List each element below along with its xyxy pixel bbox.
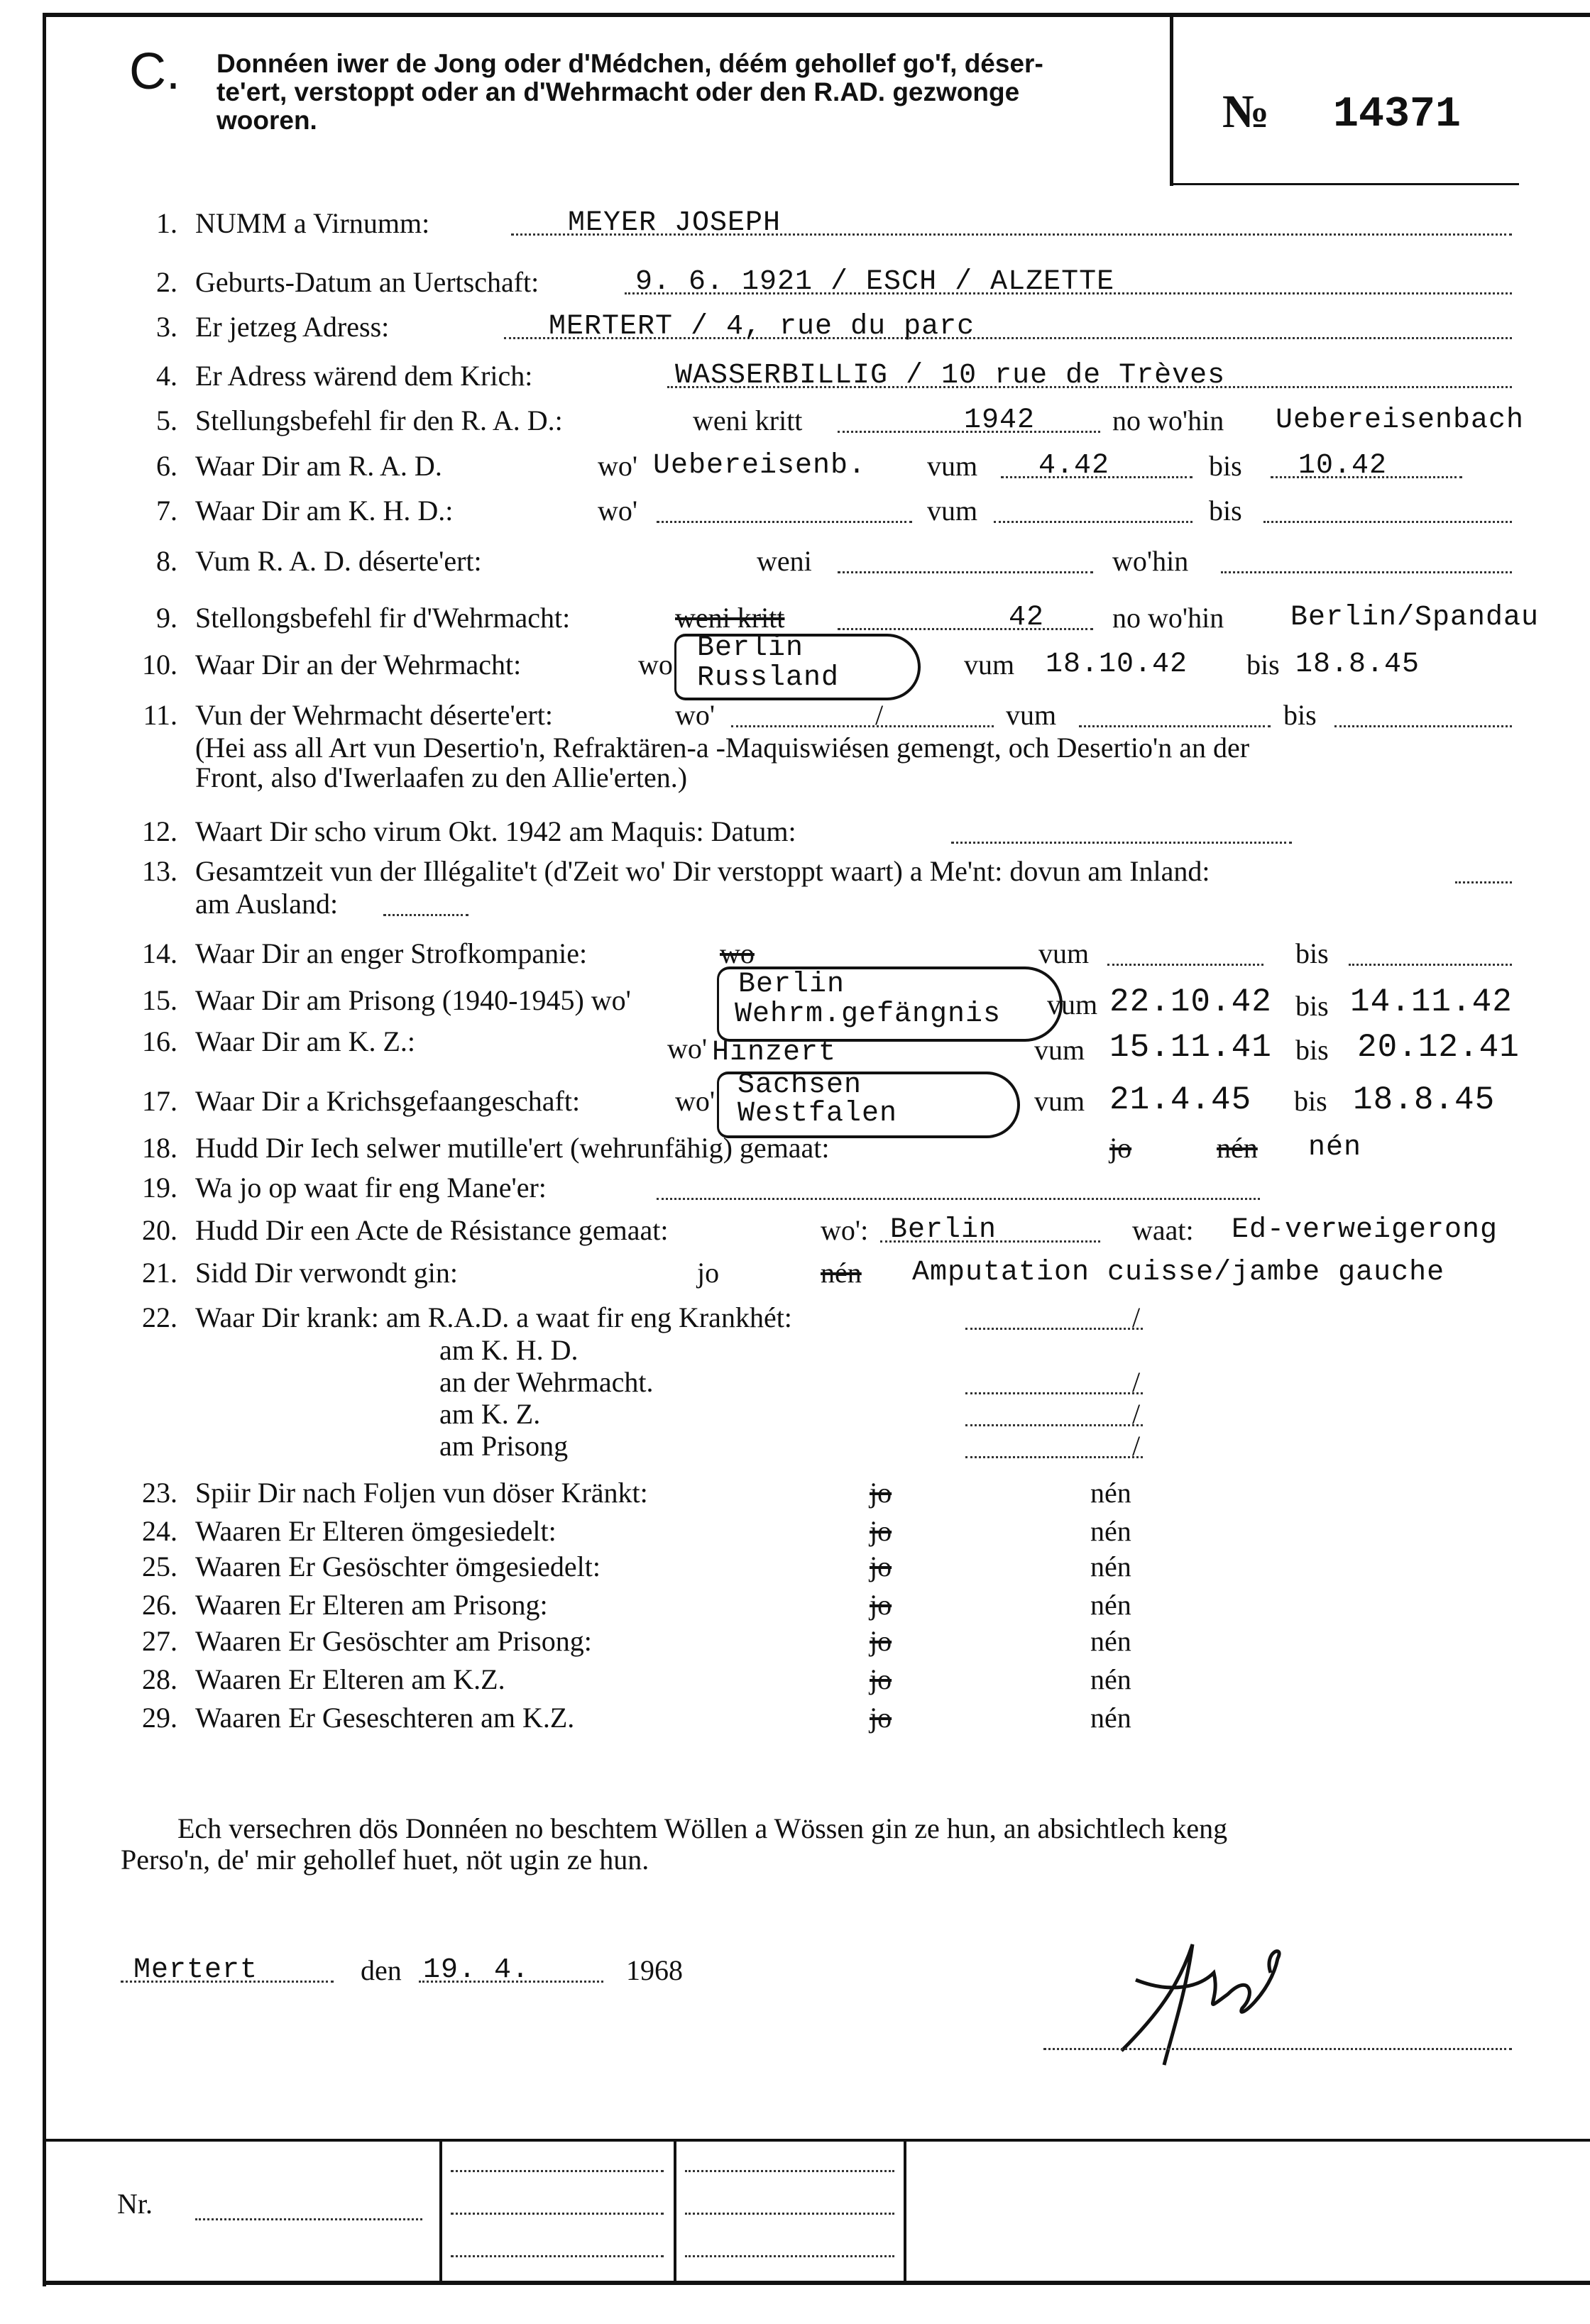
row-wehrmacht-order	[0, 602, 1590, 634]
box-field[interactable]	[451, 2144, 664, 2172]
den-label: den	[361, 1954, 402, 1986]
row-rad	[0, 451, 1590, 482]
empty-mark: /	[875, 699, 884, 731]
row-label: Waaren Er Gesöschter am Prisong:	[195, 1625, 592, 1657]
row-label: Waar Dir am Prisong (1940-1945) wo'	[195, 984, 631, 1016]
weni-label: weni kritt	[675, 602, 785, 634]
bis-label: bis	[1295, 990, 1329, 1022]
field-line	[1455, 856, 1512, 883]
sign-year: 1968	[626, 1954, 683, 1986]
bis-label: bis	[1246, 649, 1280, 681]
row-label: Waar Dir am R. A. D.	[195, 450, 442, 482]
rad-order-year[interactable]: 1942	[964, 404, 1036, 436]
bottom-border	[43, 2281, 1590, 2285]
no-option[interactable]: nén	[1090, 1663, 1131, 1695]
row-number: 18.	[142, 1132, 177, 1164]
row-number: 15.	[142, 984, 177, 1016]
field-line	[1221, 546, 1512, 573]
yes-option-struck[interactable]: jo	[870, 1515, 892, 1547]
no-option-struck[interactable]: nén	[821, 1257, 862, 1289]
row-label: Waaren Er Gesöschter ömgesiedelt:	[195, 1551, 601, 1582]
row-label: Waar Dir an der Wehrmacht:	[195, 649, 522, 681]
no-option[interactable]: nén	[1090, 1702, 1131, 1734]
sign-date[interactable]: 19. 4.	[423, 1954, 530, 1986]
place-date-row	[0, 1955, 1590, 1986]
yes-no-row	[0, 1551, 1590, 1582]
row-number: 26.	[142, 1589, 177, 1621]
nr-field[interactable]	[195, 2193, 422, 2220]
row-label: Waar Dir am K. H. D.:	[195, 495, 454, 527]
box-field[interactable]	[685, 2144, 894, 2172]
field-line	[994, 495, 1192, 523]
vum-label: vum	[1034, 1034, 1085, 1066]
waat-label: waat:	[1132, 1214, 1194, 1246]
row-number: 11.	[143, 699, 177, 731]
row-number: 2.	[156, 266, 177, 298]
war-address-value[interactable]: WASSERBILLIG / 10 rue de Trèves	[675, 360, 1226, 392]
form-title	[216, 50, 1043, 135]
wo-label: wo'	[667, 1032, 708, 1064]
top-border	[45, 13, 1590, 17]
no-option-struck[interactable]: nén	[1217, 1132, 1258, 1164]
sick-sub-prison	[0, 1431, 1590, 1462]
row-label: Waart Dir scho virum Okt. 1942 am Maquis: Datum:	[195, 815, 796, 847]
declaration	[121, 1813, 1512, 1876]
title-line: wooren.	[216, 106, 317, 135]
weni-label: weni	[757, 545, 812, 577]
row-number: 20.	[142, 1214, 177, 1246]
row-sick	[0, 1302, 1590, 1333]
box-divider	[439, 2139, 442, 2282]
no-option[interactable]: nén	[1090, 1477, 1131, 1509]
row-label: Gesamtzeit vun der Illégalite't (d'Zeit wo' Dir verstoppt waart) a Me'nt: dovun am Inland:	[195, 855, 1210, 887]
row-number: 25.	[142, 1551, 177, 1582]
signature	[1093, 1930, 1306, 2072]
box-top	[45, 2139, 1590, 2142]
wo-label: wo'	[598, 450, 638, 482]
field-line	[1107, 938, 1263, 966]
vum-label: vum	[1006, 699, 1057, 731]
resistance-place[interactable]: Berlin	[890, 1214, 997, 1246]
header-divider	[1170, 17, 1173, 186]
sub-label: am Prisong	[439, 1430, 569, 1462]
row-number: 3.	[156, 311, 177, 343]
sub-label: am K. H. D.	[439, 1334, 579, 1366]
yes-option-struck[interactable]: jo	[870, 1477, 892, 1509]
row-khd	[0, 495, 1590, 527]
row-label: Wa jo op waat fir eng Mane'er:	[195, 1172, 547, 1204]
row-illegality	[0, 856, 1590, 920]
wo-label: wo':	[821, 1214, 869, 1246]
field-line	[951, 816, 1292, 844]
row-birth	[0, 267, 1590, 298]
row-label: Vum R. A. D. déserte'ert:	[195, 545, 482, 577]
row-label: Waaren Er Geseschteren am K.Z.	[195, 1702, 575, 1734]
pow-from[interactable]: 21.4.45	[1109, 1081, 1252, 1118]
row-label: Waaren Er Elteren am K.Z.	[195, 1663, 505, 1695]
row-number: 14.	[142, 937, 177, 969]
vum-label: vum	[964, 649, 1015, 681]
wehrmacht-order-year[interactable]: 42	[1009, 602, 1045, 634]
name-value[interactable]: MEYER JOSEPH	[568, 207, 782, 239]
row-label: Waaren Er Elteren ömgesiedelt:	[195, 1515, 556, 1547]
wehrmacht-place-2[interactable]: Russland	[697, 662, 840, 694]
camp-place[interactable]: Hinzert	[712, 1037, 837, 1069]
yes-no-row	[0, 1477, 1590, 1509]
row-mutilation	[0, 1133, 1590, 1164]
row-number: 28.	[142, 1663, 177, 1695]
box-field[interactable]	[685, 2187, 894, 2215]
row-label: Waaren Er Elteren am Prisong:	[195, 1589, 548, 1621]
weni-label: weni kritt	[693, 404, 803, 436]
row-wounded	[0, 1257, 1590, 1289]
row-number: 9.	[156, 602, 177, 634]
field-line	[1263, 495, 1512, 523]
field-line	[965, 1302, 1143, 1330]
field-line	[965, 1367, 1143, 1394]
rad-from[interactable]: 4.42	[1038, 450, 1110, 482]
wound-description[interactable]: Amputation cuisse/jambe gauche	[912, 1257, 1445, 1289]
pow-to[interactable]: 18.8.45	[1353, 1081, 1496, 1118]
no-option[interactable]: nén	[1090, 1551, 1131, 1582]
bis-label: bis	[1295, 1034, 1329, 1066]
field-line	[657, 495, 912, 523]
row-resistance	[0, 1215, 1590, 1246]
box-field[interactable]	[451, 2187, 664, 2215]
vum-label: vum	[927, 495, 978, 527]
row-label: Spiir Dir nach Foljen vun döser Kränkt:	[195, 1477, 648, 1509]
bis-label: bis	[1209, 495, 1242, 527]
row-number: 5.	[156, 404, 177, 436]
title-line: te'ert, verstoppt oder an d'Wehrmacht oder den R.AD. gezwonge	[216, 77, 1020, 106]
yes-option-struck[interactable]: jo	[870, 1625, 892, 1657]
row-label: Stellongsbefehl fir d'Wehrmacht:	[195, 602, 571, 634]
row-penal-company	[0, 938, 1590, 969]
row-number: 8.	[156, 545, 177, 577]
bis-label: bis	[1295, 937, 1329, 969]
field-line	[657, 1172, 1260, 1200]
wehrmacht-place-1[interactable]: Berlin	[697, 632, 804, 664]
sub-label: am K. Z.	[439, 1398, 541, 1430]
row-prison	[0, 969, 1590, 1030]
resistance-act[interactable]: Ed-verweigerong	[1232, 1214, 1498, 1246]
wohin-label: no wo'hin	[1112, 602, 1224, 634]
row-number: 7.	[156, 495, 177, 527]
row-number: 17.	[142, 1085, 177, 1117]
row-label: Er Adress wärend dem Krich:	[195, 360, 533, 392]
yes-no-row	[0, 1590, 1590, 1621]
row-manner	[0, 1172, 1590, 1204]
row-label: Waar Dir a Krichsgefaangeschaft:	[195, 1085, 581, 1117]
row-maquis	[0, 816, 1590, 847]
row-rad-desert	[0, 546, 1590, 577]
field-line	[1334, 700, 1512, 727]
yes-option-struck[interactable]: jo	[870, 1702, 892, 1734]
wo-label: wo'	[598, 495, 638, 527]
row-pow	[0, 1069, 1590, 1130]
wehrmacht-from[interactable]: 18.10.42	[1046, 649, 1188, 681]
box-divider	[674, 2139, 676, 2282]
row-wehrmacht-desert	[0, 700, 1590, 731]
form-number: 14371	[1333, 91, 1462, 139]
row-name	[0, 208, 1590, 239]
address-value[interactable]: MERTERT / 4, rue du parc	[549, 311, 975, 343]
declaration-line: Perso'n, de' mir gehollef huet, nöt ugin ze hun.	[121, 1844, 649, 1876]
section-letter: C.	[129, 43, 180, 100]
field-line	[383, 888, 468, 916]
prison-place-2[interactable]: Wehrm.gefängnis	[735, 998, 1002, 1030]
row-number: 4.	[156, 360, 177, 392]
row-label: Hudd Dir een Acte de Résistance gemaat:	[195, 1214, 669, 1246]
wo-label: wo'	[675, 699, 716, 731]
row-label: Sidd Dir verwondt gin:	[195, 1257, 458, 1289]
vum-label: vum	[1047, 988, 1098, 1020]
wohin-label: no wo'hin	[1112, 404, 1224, 436]
rad-place[interactable]: Uebereisenb.	[653, 450, 867, 482]
yes-option-struck[interactable]: jo	[1109, 1132, 1132, 1164]
nr-label: Nr.	[117, 2188, 153, 2220]
yes-no-row	[0, 1626, 1590, 1657]
declaration-line: Ech versechren dös Donnéen no beschtem Wöllen a Wössen gin ze hun, an absichtlech keng	[177, 1812, 1228, 1844]
wehrmacht-to[interactable]: 18.8.45	[1295, 649, 1420, 681]
field-line	[965, 1399, 1143, 1426]
yes-no-row	[0, 1516, 1590, 1547]
mutilation-answer[interactable]: nén	[1308, 1132, 1362, 1164]
row-label: Hudd Dir Iech selwer mutille'ert (wehrunfähig) gemaat:	[195, 1132, 830, 1164]
row-label: Geburts-Datum an Uertschaft:	[195, 266, 539, 298]
camp-to[interactable]: 20.12.41	[1357, 1029, 1520, 1066]
sick-sub-kz	[0, 1399, 1590, 1430]
prison-place-1[interactable]: Berlin	[738, 969, 845, 1001]
header-rule	[1171, 183, 1519, 185]
title-line: Donnéen iwer de Jong oder d'Médchen, déém gehollef go'f, déser-	[216, 49, 1043, 78]
row-number: 29.	[142, 1702, 177, 1734]
yes-no-row	[0, 1664, 1590, 1695]
field-line	[838, 546, 1093, 573]
desertion-note	[0, 734, 1590, 793]
yes-no-row	[0, 1702, 1590, 1734]
no-option[interactable]: nén	[1090, 1589, 1131, 1621]
row-label: Waar Dir krank: am R.A.D. a waat fir eng Krankhét:	[195, 1301, 792, 1333]
box-field[interactable]	[451, 2230, 664, 2257]
box-divider	[904, 2139, 906, 2282]
row-number: 27.	[142, 1625, 177, 1657]
bis-label: bis	[1209, 450, 1242, 482]
field-line	[1349, 938, 1512, 966]
row-wehrmacht	[0, 632, 1590, 694]
prison-from[interactable]: 22.10.42	[1109, 984, 1272, 1020]
row-number: 16.	[142, 1025, 177, 1057]
row-number: 12.	[142, 815, 177, 847]
field-line	[838, 602, 1093, 630]
yes-option-struck[interactable]: jo	[870, 1551, 892, 1582]
row-address	[0, 312, 1590, 343]
row-number: 13.	[142, 855, 177, 887]
rad-order-place[interactable]: Uebereisenbach	[1276, 404, 1525, 436]
number-sign: №	[1222, 86, 1270, 138]
field-line	[965, 1431, 1143, 1458]
sick-sub-khd	[0, 1335, 1590, 1366]
row-number: 10.	[142, 649, 177, 681]
row-camp	[0, 1025, 1590, 1069]
no-option[interactable]: nén	[1090, 1515, 1131, 1547]
empty-mark: /	[1132, 1398, 1141, 1430]
bis-label: bis	[1283, 699, 1317, 731]
box-field[interactable]	[685, 2230, 894, 2257]
field-line	[731, 700, 994, 727]
vum-label: vum	[1034, 1085, 1085, 1117]
no-option[interactable]: nén	[1090, 1625, 1131, 1657]
sub-label: an der Wehrmacht.	[439, 1366, 654, 1398]
signature-line	[1043, 2022, 1512, 2050]
row-label: Stellungsbefehl fir den R. A. D.:	[195, 404, 563, 436]
field-line	[1079, 700, 1271, 727]
sign-place[interactable]: Mertert	[133, 1954, 258, 1986]
row-label: Vun der Wehrmacht déserte'ert:	[195, 699, 553, 731]
birth-value[interactable]: 9. 6. 1921 / ESCH / ALZETTE	[635, 266, 1115, 298]
row-label: am Ausland:	[195, 888, 339, 920]
yes-option-struck[interactable]: jo	[870, 1663, 892, 1695]
empty-mark: /	[1132, 1366, 1141, 1398]
row-number: 22.	[142, 1301, 177, 1333]
row-rad-order	[0, 405, 1590, 436]
note-line: (Hei ass all Art vun Desertio'n, Refraktären-a -Maquiswiésen gemengt, och Desertio'n an der	[195, 732, 1250, 764]
yes-option-struck[interactable]: jo	[870, 1589, 892, 1621]
wohin-label: wo'hin	[1112, 545, 1189, 577]
row-number: 1.	[156, 207, 177, 239]
row-war-address	[0, 360, 1590, 392]
row-number: 24.	[142, 1515, 177, 1547]
prison-to[interactable]: 14.11.42	[1350, 984, 1513, 1020]
yes-option[interactable]: jo	[697, 1257, 720, 1289]
wehrmacht-order-place[interactable]: Berlin/Spandau	[1290, 602, 1540, 634]
wo-label: wo'	[675, 1085, 716, 1117]
wo-label: wo	[638, 649, 673, 681]
rad-to[interactable]: 10.42	[1298, 450, 1388, 482]
vum-label: vum	[1038, 937, 1090, 969]
pow-place-1[interactable]: Sachsen	[738, 1069, 862, 1101]
row-label: Waar Dir an enger Strofkompanie:	[195, 937, 588, 969]
wo-label: wo	[720, 937, 755, 969]
bis-label: bis	[1294, 1085, 1327, 1117]
note-line: Front, also d'Iwerlaafen zu den Allie'erten.)	[195, 761, 688, 793]
row-number: 21.	[142, 1257, 177, 1289]
empty-mark: /	[1132, 1430, 1141, 1462]
sick-sub-wehrmacht	[0, 1367, 1590, 1398]
empty-mark: /	[1132, 1301, 1141, 1333]
vum-label: vum	[927, 450, 978, 482]
camp-from[interactable]: 15.11.41	[1109, 1029, 1272, 1066]
row-number: 19.	[142, 1172, 177, 1204]
row-label: Er jetzeg Adress:	[195, 311, 390, 343]
row-label: Waar Dir am K. Z.:	[195, 1025, 415, 1057]
row-label: NUMM a Virnumm:	[195, 207, 430, 239]
row-number: 23.	[142, 1477, 177, 1509]
pow-place-2[interactable]: Westfalen	[738, 1098, 898, 1130]
row-number: 6.	[156, 450, 177, 482]
